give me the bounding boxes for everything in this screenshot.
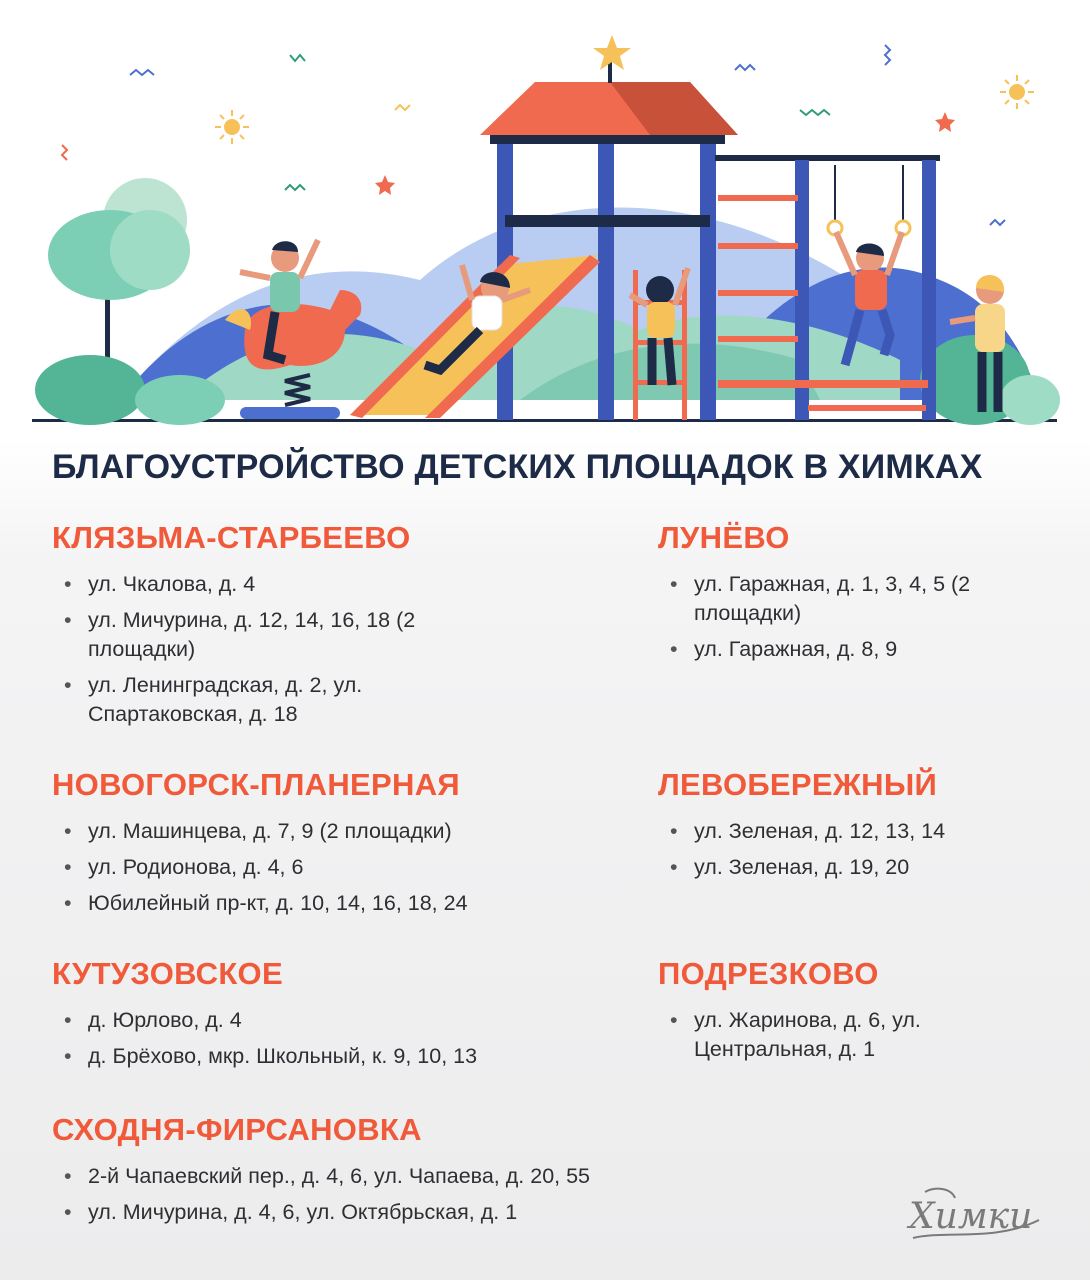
- list-item: • ул. Мичурина, д. 4, 6, ул. Октябрьская, д. 1: [52, 1198, 852, 1227]
- district-title: ЛУНЁВО: [658, 520, 790, 555]
- district-title: СХОДНЯ-ФИРСАНОВКА: [52, 1112, 422, 1147]
- page-title: БЛАГОУСТРОЙСТВО ДЕТСКИХ ПЛОЩАДОК В ХИМКАХ: [52, 448, 983, 486]
- list-item: • д. Брёхово, мкр. Школьный, к. 9, 10, 13: [52, 1042, 612, 1071]
- list-item: • Юбилейный пр-кт, д. 10, 14, 16, 18, 24: [52, 889, 612, 918]
- list-item: • ул. Машинцева, д. 7, 9 (2 площадки): [52, 817, 612, 846]
- district-title: НОВОГОРСК-ПЛАНЕРНАЯ: [52, 767, 460, 802]
- list-item: • ул. Чкалова, д. 4: [52, 570, 592, 599]
- list-item: • д. Юрлово, д. 4: [52, 1006, 612, 1035]
- list-item: • 2-й Чапаевский пер., д. 4, 6, ул. Чапаева, д. 20, 55: [52, 1162, 852, 1191]
- district-podrezkovo: [658, 956, 1048, 1071]
- playground-illustration: [0, 0, 1090, 430]
- list-item: • ул. Гаражная, д. 8, 9: [658, 635, 1048, 664]
- district-title: ЛЕВОБЕРЕЖНЫЙ: [658, 767, 938, 802]
- district-novogorsk-planernaya: [52, 767, 612, 925]
- address-list: [52, 570, 592, 729]
- district-title: ПОДРЕЗКОВО: [658, 956, 879, 991]
- logo-text: Химки: [909, 1196, 1033, 1237]
- list-item: • ул. Мичурина, д. 12, 14, 16, 18 (2 площадки): [52, 606, 433, 664]
- list-item: • ул. Родионова, д. 4, 6: [52, 853, 612, 882]
- list-item: • ул. Зеленая, д. 12, 13, 14: [658, 817, 1048, 846]
- list-item: • ул. Жаринова, д. 6, ул. Центральная, д. 1: [658, 1006, 984, 1064]
- khimki-logo-icon: [905, 1180, 1045, 1252]
- address-list: [658, 570, 1048, 664]
- address-list: [52, 817, 612, 918]
- district-title: КУТУЗОВСКОЕ: [52, 956, 283, 991]
- address-list: [658, 1006, 1048, 1064]
- district-title: КЛЯЗЬМА-СТАРБЕЕВО: [52, 520, 411, 555]
- district-skhodnya-firsanovka: [52, 1112, 852, 1234]
- list-item: • ул. Зеленая, д. 19, 20: [658, 853, 1048, 882]
- list-item: • ул. Ленинградская, д. 2, ул. Спартаковская, д. 18: [52, 671, 408, 729]
- address-list: [658, 817, 1048, 882]
- district-lunevo: [658, 520, 1048, 671]
- district-levoberezhny: [658, 767, 1048, 889]
- address-list: [52, 1162, 852, 1227]
- list-item: • ул. Гаражная, д. 1, 3, 4, 5 (2 площадки): [658, 570, 994, 628]
- district-klyazma-starbeevo: [52, 520, 592, 736]
- district-kutuzovskoe: [52, 956, 612, 1078]
- address-list: [52, 1006, 612, 1071]
